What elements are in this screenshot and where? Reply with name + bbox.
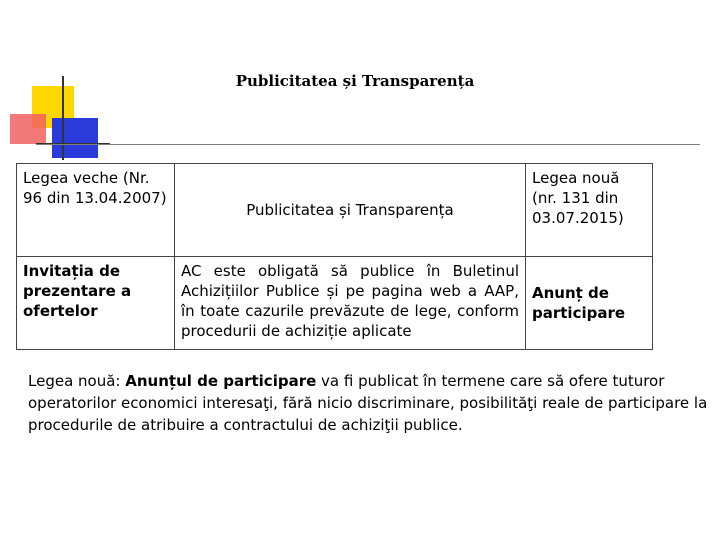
topic-header: Publicitatea și Transparența bbox=[175, 164, 526, 257]
red-square bbox=[10, 114, 46, 144]
note-text: va fi publicat în termene care să ofere tuturor operatorilor economici interesaţi, fără nicio discriminare, posibilităţi reale de participare la procedurile de atribuire a contractului de achiziţii publice. bbox=[28, 372, 708, 434]
new-law-item: Anunț de participare bbox=[526, 257, 653, 350]
old-law-header: Legea veche (Nr. 96 din 13.04.2007) bbox=[17, 164, 175, 257]
blue-square bbox=[52, 118, 98, 158]
note-prefix: Legea nouă: bbox=[28, 372, 126, 390]
publication-rule-text: AC este obligată să publice în Buletinul Achizițiilor Publice și pe pagina web a AAP, în toate cazurile prevăzute de lege, conform procedurii de achiziție aplicate bbox=[175, 257, 526, 350]
comparison-table bbox=[16, 163, 653, 350]
note-highlight: Anunțul de participare bbox=[125, 372, 317, 390]
table-row bbox=[17, 257, 653, 350]
table-row bbox=[17, 164, 653, 257]
title-divider bbox=[36, 144, 700, 145]
new-law-header: Legea nouă (nr. 131 din 03.07.2015) bbox=[526, 164, 653, 257]
slide-title: Publicitatea și Transparența bbox=[235, 72, 475, 90]
new-law-note bbox=[28, 370, 708, 436]
old-law-item: Invitația de prezentare a ofertelor bbox=[17, 257, 175, 350]
